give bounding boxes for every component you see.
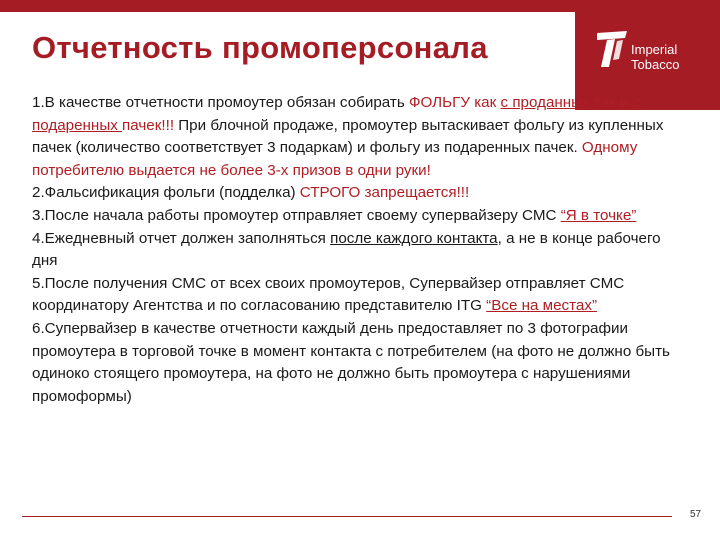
rule-item-5: 5.После получения СМС от всех своих промоутеров, Супервайзер отправляет СМС координатору Агентства и по согласованию представителю ITG “Все на местах” [32, 274, 625, 315]
rule-item-3: 3.После начала работы промоутер отправляет своему супервайзеру СМС “Я в точке” [32, 206, 637, 224]
logo-mark-icon [595, 27, 629, 69]
page-title: Отчетность промоперсонала [32, 30, 488, 65]
logo-line-1: Imperial [631, 42, 678, 57]
footer-divider [22, 516, 672, 517]
rule-item-4: 4.Ежедневный отчет должен заполняться после каждого контакта, а не в конце рабочего дня [32, 229, 661, 270]
logo-line-2: Tobacco [631, 57, 680, 72]
rule-item-6: 6.Супервайзер в качестве отчетности каждый день предоставляет по 3 фотографии промоутера в торговой точке в момент контакта с потребителем (на фото не должно быть одиноко стоящего промоутера, на фото не должно быть промоутера с нарушениями промоформы) [32, 319, 670, 405]
logo-text [631, 42, 679, 72]
report-rules-list [32, 92, 682, 408]
rule-item-1: 1.В качестве отчетности промоутер обязан собирать ФОЛЬГУ как с проданных так и с подаренных пачек!!! При блочной продаже, промоутер вытаскивает фольгу из купленных пачек (количество соответствует 3 подаркам) и фольгу из подаренных пачек. Одному потребителю выдается не более 3-х призов в одни руки! [32, 94, 664, 179]
page-number: 57 [690, 509, 702, 520]
rule-item-2: 2.Фальсификация фольги (подделка) СТРОГО запрещается!!! [32, 184, 470, 202]
